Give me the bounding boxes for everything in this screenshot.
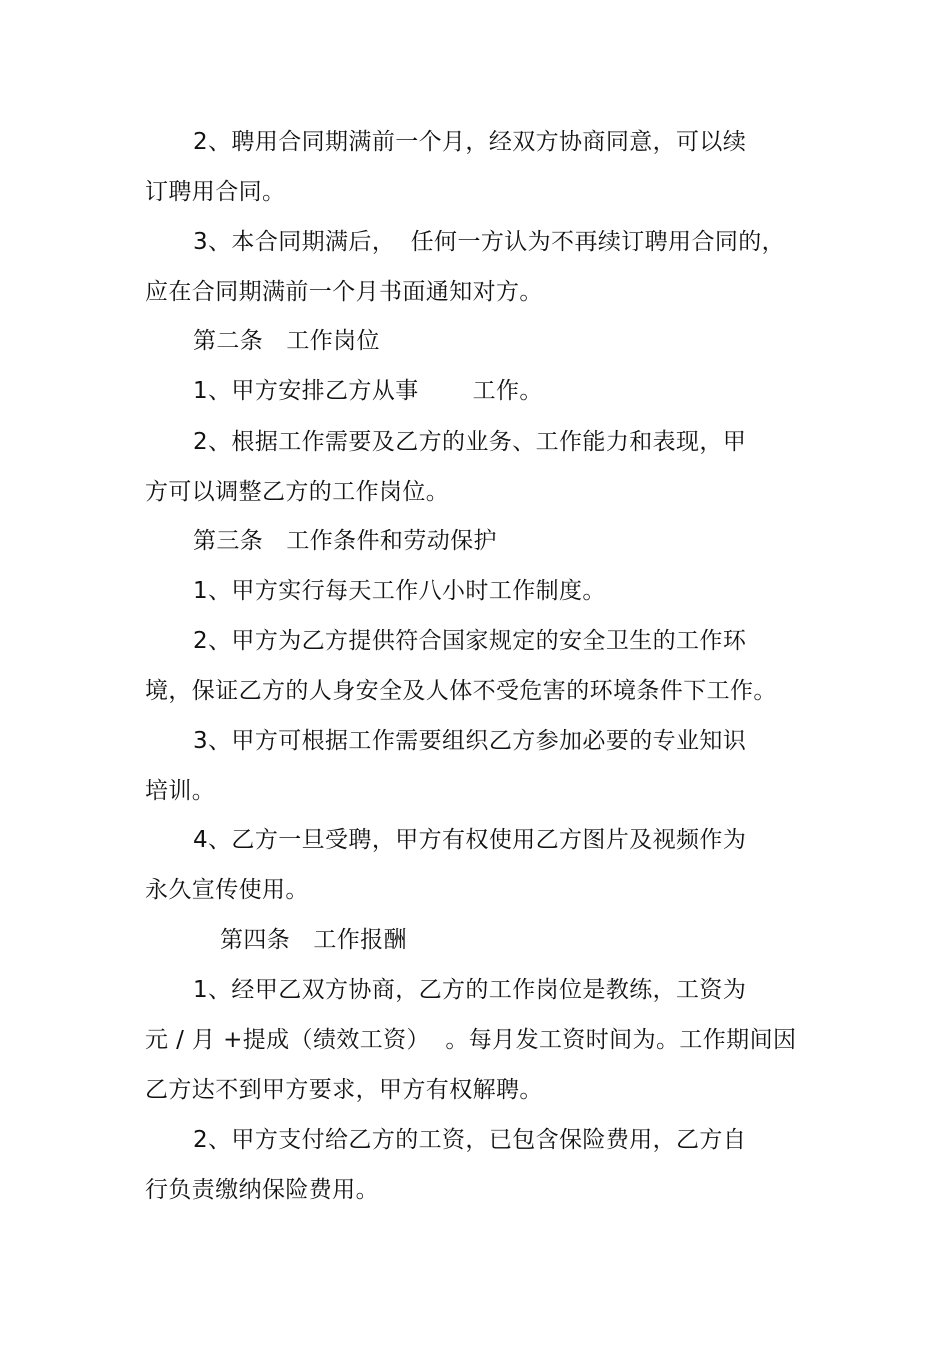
paragraph-line: 2、甲方支付给乙方的工资，已包含保险费用，乙方自 <box>193 1127 747 1153</box>
paragraph-line: 1、甲方安排乙方从事 工作。 <box>193 378 543 404</box>
paragraph-line: 2、聘用合同期满前一个月，经双方协商同意，可以续 <box>193 129 747 155</box>
paragraph-line: 境，保证乙方的人身安全及人体不受危害的环境条件下工作。 <box>145 678 777 704</box>
paragraph-line: 永久宣传使用。 <box>145 877 309 903</box>
paragraph-line: 1、经甲乙双方协商，乙方的工作岗位是教练，工资为 <box>193 977 747 1003</box>
paragraph-line: 订聘用合同。 <box>145 179 286 205</box>
paragraph-line: 3、本合同期满后， 任何一方认为不再续订聘用合同的， <box>193 229 786 255</box>
paragraph-line: 4、乙方一旦受聘，甲方有权使用乙方图片及视频作为 <box>193 827 747 853</box>
paragraph-line: 1、甲方实行每天工作八小时工作制度。 <box>193 578 606 604</box>
paragraph-line: 乙方达不到甲方要求，甲方有权解聘。 <box>145 1077 543 1103</box>
paragraph-line: 3、甲方可根据工作需要组织乙方参加必要的专业知识 <box>193 728 747 754</box>
paragraph-line: 培训。 <box>145 778 216 804</box>
section-heading: 第四条 工作报酬 <box>220 927 407 953</box>
section-heading: 第三条 工作条件和劳动保护 <box>193 528 497 554</box>
paragraph-line: 2、甲方为乙方提供符合国家规定的安全卫生的工作环 <box>193 628 747 654</box>
paragraph-line: 行负责缴纳保险费用。 <box>145 1177 379 1203</box>
paragraph-line: 2、根据工作需要及乙方的业务、工作能力和表现，甲 <box>193 429 747 455</box>
paragraph-line: 应在合同期满前一个月书面通知对方。 <box>145 279 543 305</box>
paragraph-line: 元 / 月 +提成（绩效工资） 。每月发工资时间为。工作期间因 <box>145 1027 797 1053</box>
paragraph-line: 方可以调整乙方的工作岗位。 <box>145 479 450 505</box>
section-heading: 第二条 工作岗位 <box>193 328 380 354</box>
